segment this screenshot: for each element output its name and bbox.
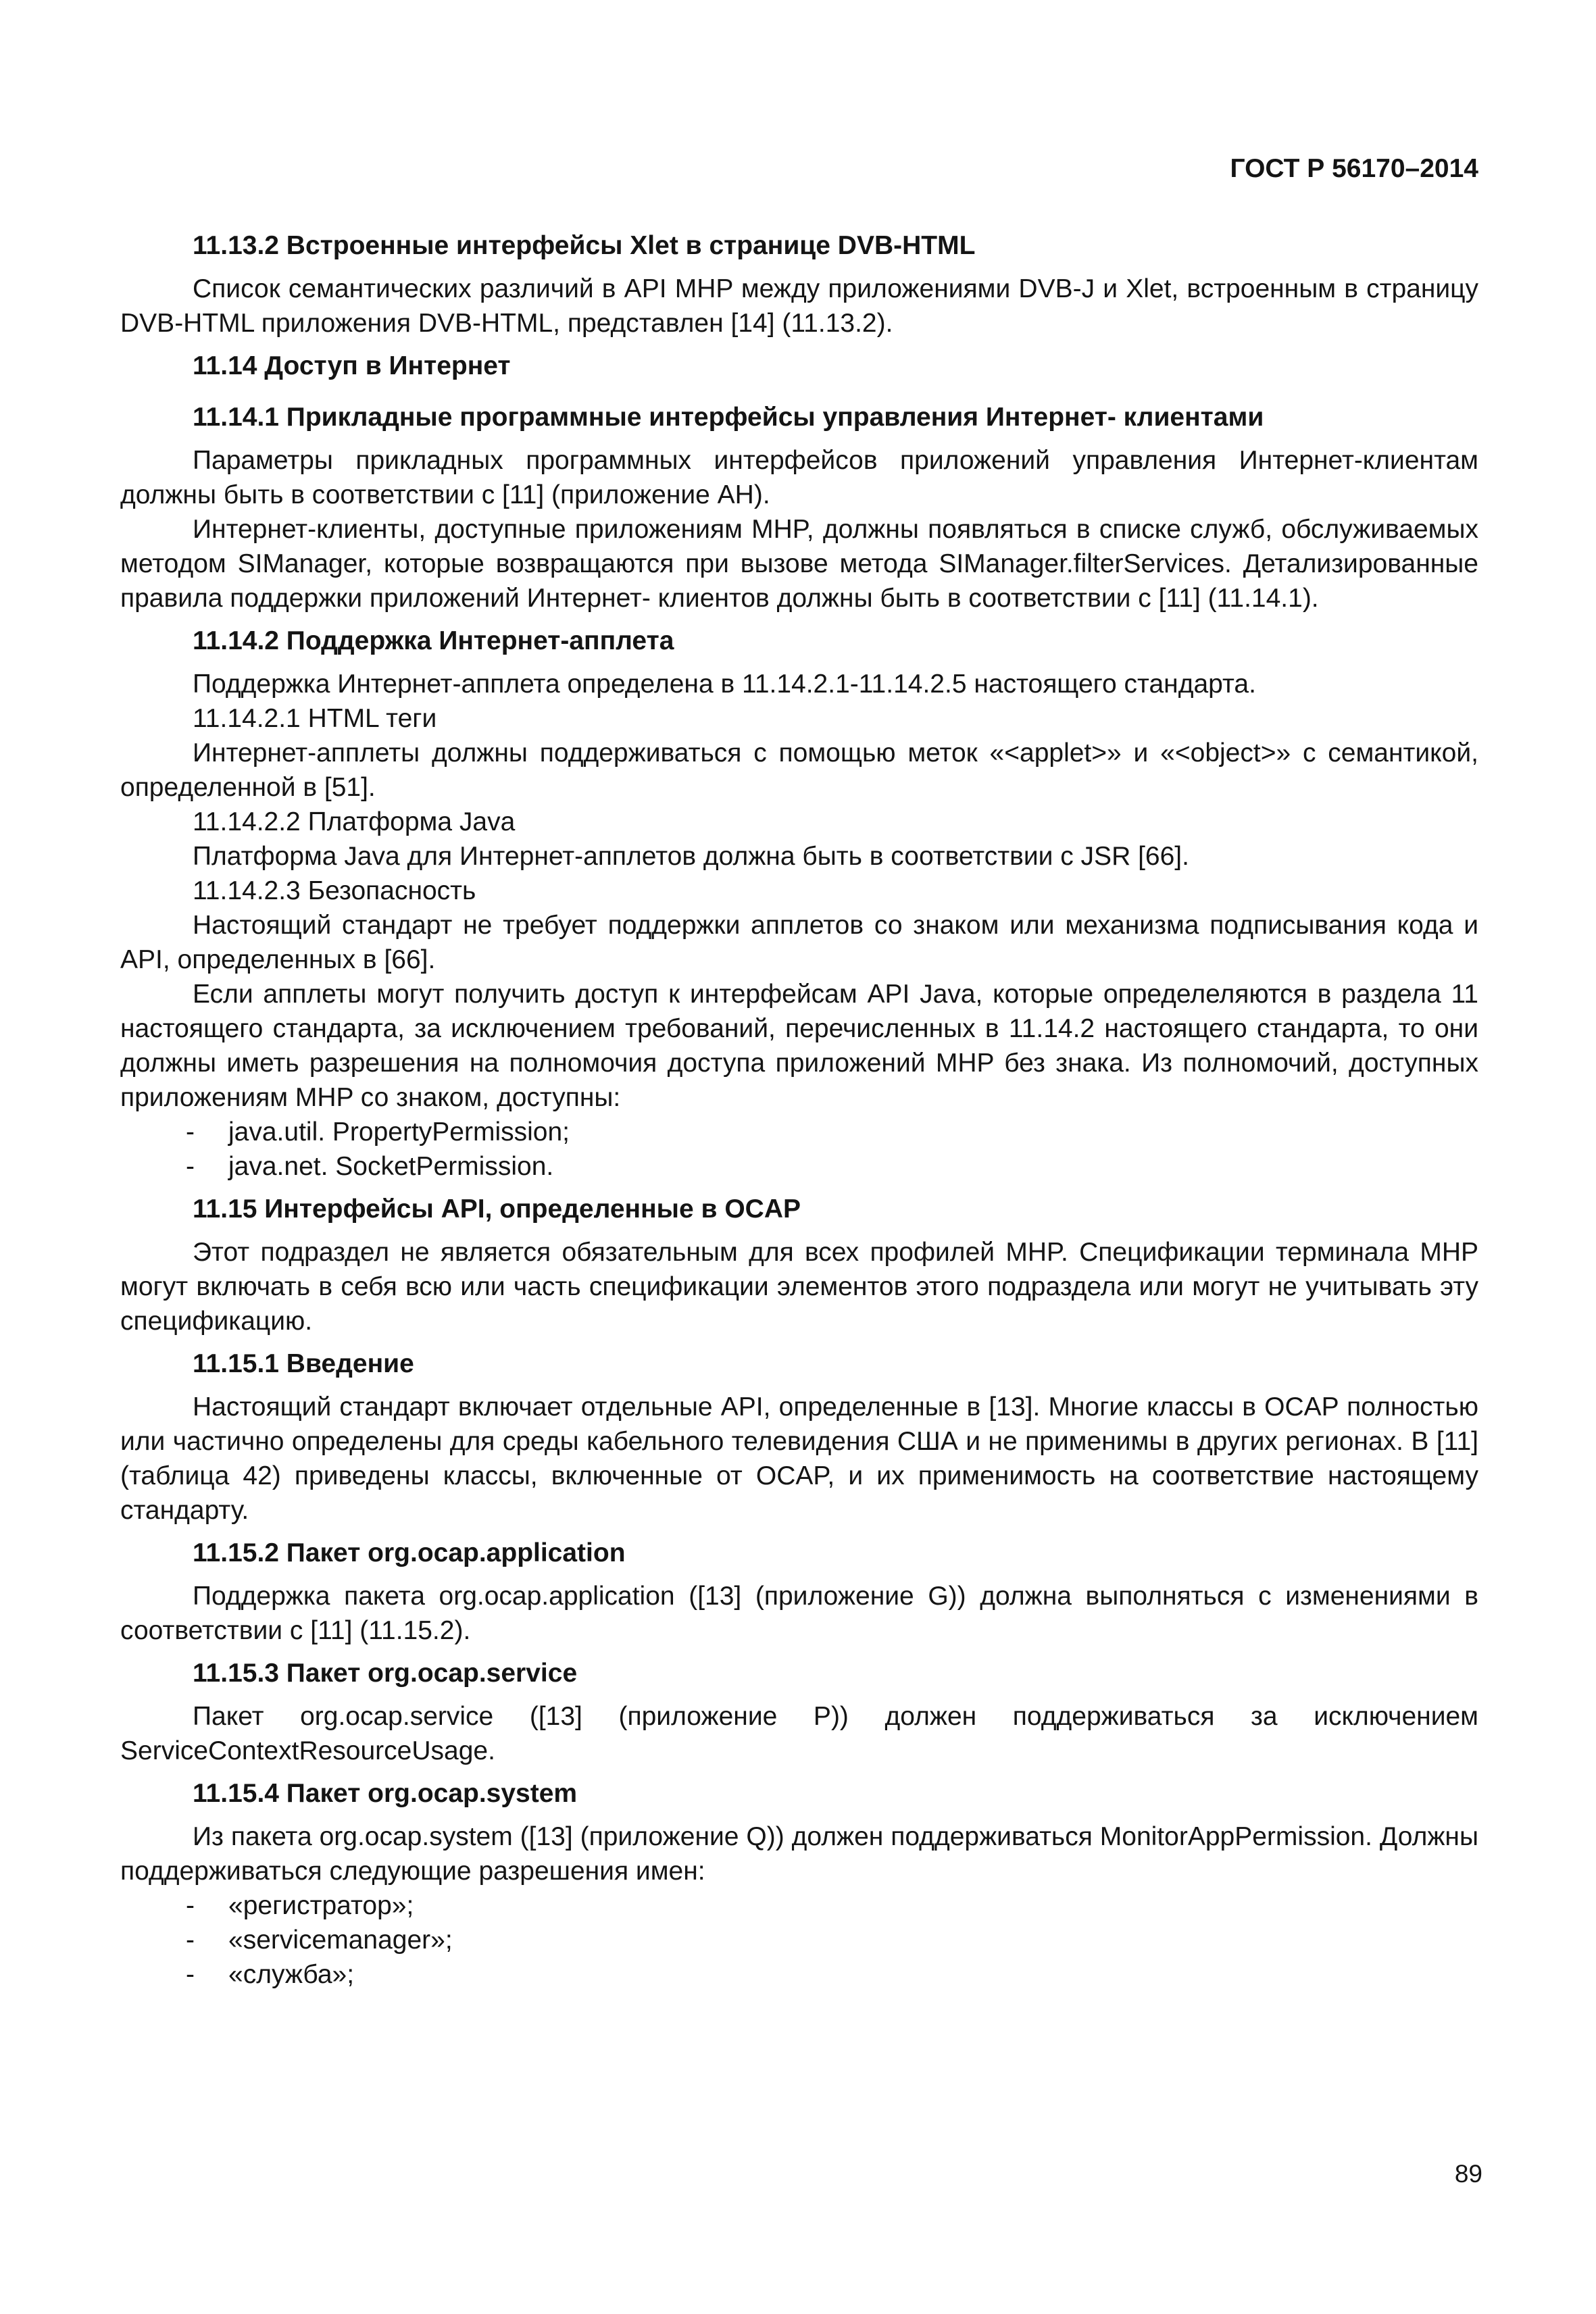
list-dash: - [186,1926,195,1955]
list-item-text: «служба»; [228,1960,355,1989]
list-item-text: «servicemanager»; [228,1926,453,1955]
list-item [120,1115,1478,1149]
document-body [120,227,1478,1992]
list-item [120,1888,1478,1923]
list-dash: - [186,1891,195,1920]
list-item [120,1923,1478,1957]
list-dash: - [186,1117,195,1147]
subsection-title: 11.14.2.2 Платформа Java [193,807,516,836]
permission-list [120,1888,1478,1992]
list-dash: - [186,1152,195,1181]
paragraph: Этот подраздел не является обязательным для всех профилей MHP. Спецификации терминала MHP могут включать в себя всю или часть спецификации элементов этого подраздела или могут не учитывать эту спецификацию. [120,1238,1478,1336]
paragraph: Пакет org.ocap.service ([13] (приложение P)) должен поддерживаться за исключением ServiceContextResourceUsage. [120,1702,1478,1765]
section-heading: 11.15 Интерфейсы API, определенные в OCAP [193,1194,801,1224]
list-item-text: java.net. SocketPermission. [228,1152,554,1181]
document-id: ГОСТ Р 56170–2014 [1230,154,1478,183]
section-heading: 11.14 Доступ в Интернет [193,351,511,380]
permission-list [120,1115,1478,1184]
section-heading: 11.15.2 Пакет org.ocap.application [193,1538,626,1567]
paragraph: Параметры прикладных программных интерфейсов приложений управления Интернет-клиентам должны быть в соответствии с [11] (приложение AH). [120,446,1478,509]
list-item [120,1957,1478,1992]
section-heading: 11.15.4 Пакет org.ocap.system [193,1779,578,1808]
section-heading: 11.14.2 Поддержка Интернет-апплета [193,626,674,655]
paragraph: Список семантических различий в API MHP между приложениями DVB-J и Xlet, встроенным в страницу DVB-HTML приложения DVB-HTML, представлен [14] (11.13.2). [120,274,1478,338]
page-number: 89 [1454,2160,1482,2188]
section-heading: 11.15.1 Введение [193,1349,414,1378]
paragraph: Поддержка Интернет-апплета определена в 11.14.2.1-11.14.2.5 настоящего стандарта. [193,670,1256,699]
paragraph: Из пакета org.ocap.system ([13] (приложение Q)) должен поддерживаться MonitorAppPermission. Должны поддерживаться следующие разрешения имен: [120,1822,1478,1886]
section-heading: 11.13.2 Встроенные интерфейсы Xlet в странице DVB-HTML [193,231,976,260]
subsection-title: 11.14.2.3 Безопасность [193,876,476,905]
list-item-text: java.util. PropertyPermission; [228,1117,570,1147]
section-heading: 11.14.1 Прикладные программные интерфейсы управления Интернет- клиентами [193,403,1264,432]
paragraph: Если апплеты могут получить доступ к интерфейсам API Java, которые определеляются в раздела 11 настоящего стандарта, за исключением требований, перечисленных в 11.14.2 настоящего стандарта, то они должны иметь разрешения на полномочия доступа приложений MHP без знака. Из полномочий, доступных приложениям MHP со знаком, доступны: [120,980,1478,1112]
paragraph: Платформа Java для Интернет-апплетов должна быть в соответствии с JSR [66]. [193,842,1189,871]
list-item [120,1149,1478,1184]
paragraph: Настоящий стандарт не требует поддержки апплетов со знаком или механизма подписывания кода и API, определенных в [66]. [120,911,1478,974]
paragraph: Поддержка пакета org.ocap.application ([13] (приложение G)) должна выполняться с изменениями в соответствии с [11] (11.15.2). [120,1582,1478,1645]
paragraph: Интернет-клиенты, доступные приложениям MHP, должны появляться в списке служб, обслуживаемых методом SIManager, которые возвращаются при вызове метода SIManager.filterServices. Детализированные правила поддержки приложений Интернет- клиентов должны быть в соответствии с [11] (11.14.1). [120,515,1478,613]
paragraph: Интернет-апплеты должны поддерживаться с помощью меток «<applet>» и «<object>» с семантикой, определенной в [51]. [120,738,1478,802]
section-heading: 11.15.3 Пакет org.ocap.service [193,1659,578,1688]
paragraph: Настоящий стандарт включает отдельные API, определенные в [13]. Многие классы в OCAP полностью или частично определены для среды кабельного телевидения США и не применимы в других регионах. В [11] (таблица 42) приведены классы, включенные от OCAP, и их применимость на соответствие настоящему стандарту. [120,1392,1478,1525]
subsection-title: 11.14.2.1 HTML теги [193,704,437,733]
list-item-text: «регистратор»; [228,1891,414,1920]
list-dash: - [186,1960,195,1989]
